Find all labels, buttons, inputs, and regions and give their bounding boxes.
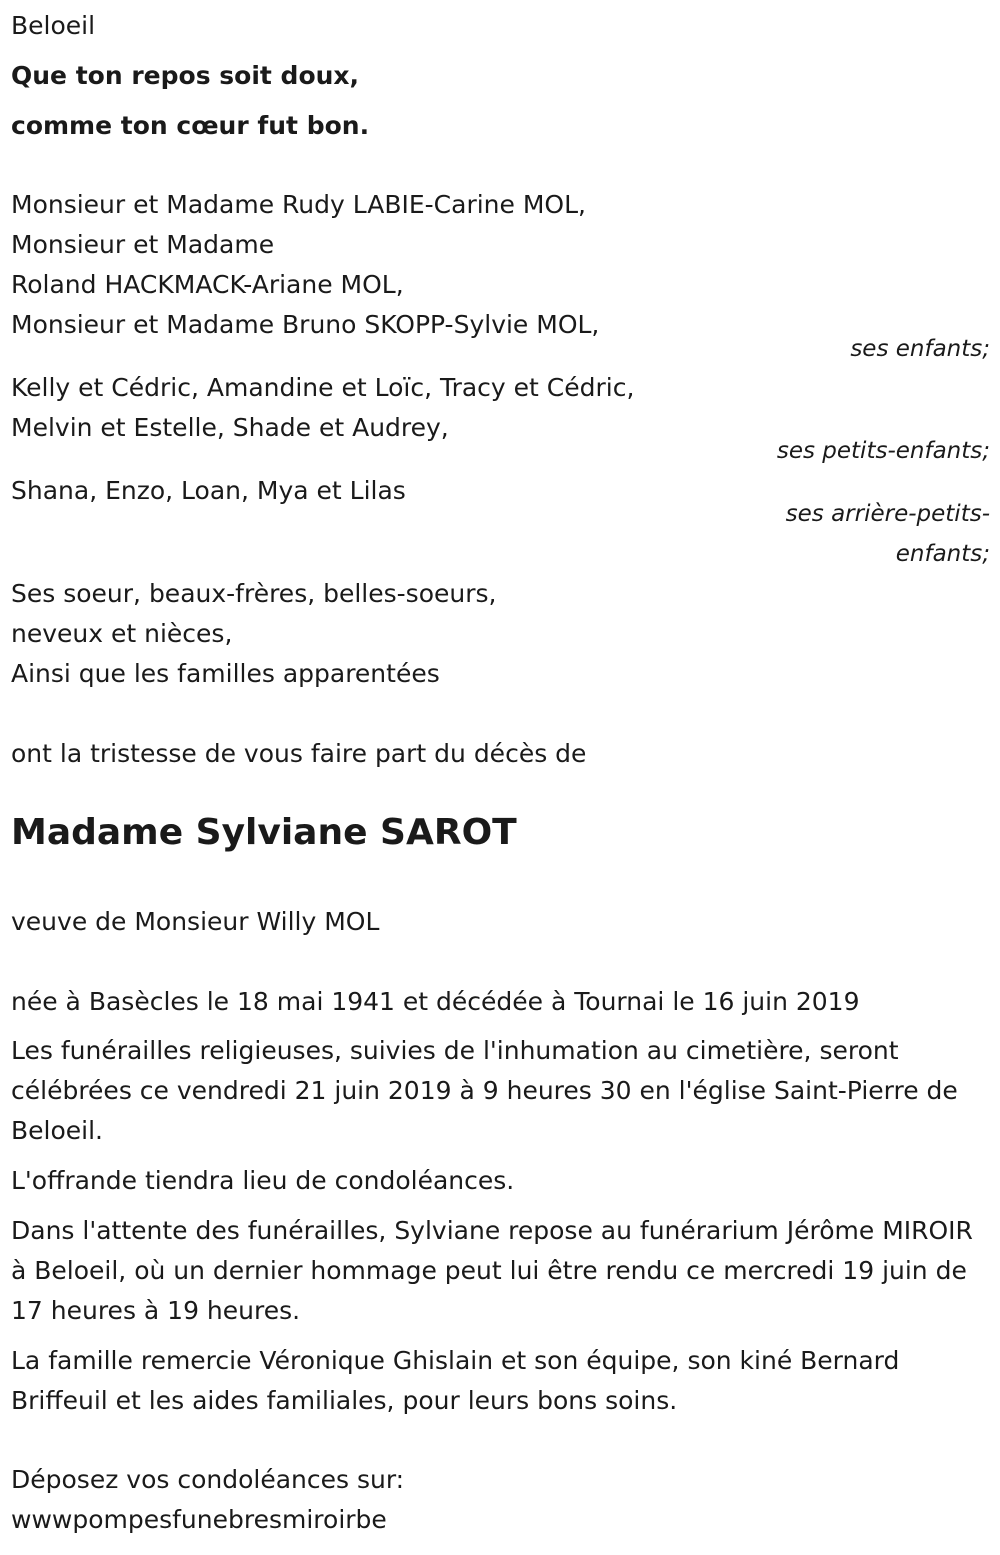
relatives-line: neveux et nièces, [11,619,233,648]
great-grandchildren-role-1: ses arrière-petits- [785,501,990,527]
deceased-name: Madame Sylviane SAROT [11,812,517,853]
condolences-website[interactable]: wwwpompesfunebresmiroirbe [11,1505,387,1534]
grandchildren-role: ses petits-enfants; [776,438,990,464]
town-name: Beloeil [11,11,96,40]
relatives-line: Ses soeur, beaux-frères, belles-soeurs, [11,579,497,608]
offering-paragraph: L'offrande tiendra lieu de condoléances. [11,1166,515,1195]
children-line: Monsieur et Madame Rudy LABIE-Carine MOL, [11,190,586,219]
grandchildren-line: Melvin et Estelle, Shade et Audrey, [11,413,449,442]
announcement-text: ont la tristesse de vous faire part du décès de [11,739,587,768]
motto-line-1: Que ton repos soit doux, [11,61,360,90]
thanks-paragraph: La famille remercie Véronique Ghislain et son équipe, son kiné Bernard Briffeuil et les aides familiales, pour leurs bons soins. [11,1346,900,1415]
great-grandchildren-line: Shana, Enzo, Loan, Mya et Lilas [11,476,406,505]
funeral-paragraph: Les funérailles religieuses, suivies de l'inhumation au cimetière, seront célébrées ce vendredi 21 juin 2019 à 9 heures 30 en l'église Saint-Pierre de Beloeil. [11,1036,958,1145]
birth-death-text: née à Basècles le 18 mai 1941 et décédée à Tournai le 16 juin 2019 [11,987,860,1016]
children-role: ses enfants; [850,336,990,362]
children-line: Monsieur et Madame Bruno SKOPP-Sylvie MOL, [11,310,600,339]
relatives-line: Ainsi que les familles apparentées [11,659,440,688]
grandchildren-line: Kelly et Cédric, Amandine et Loïc, Tracy et Cédric, [11,373,635,402]
children-line: Monsieur et Madame [11,230,275,259]
motto-line-2: comme ton cœur fut bon. [11,111,370,140]
condolences-label: Déposez vos condoléances sur: [11,1465,405,1494]
children-line: Roland HACKMACK-Ariane MOL, [11,270,404,299]
funerarium-paragraph: Dans l'attente des funérailles, Sylviane repose au funérarium Jérôme MIROIR à Beloeil, où un dernier hommage peut lui être rendu ce mercredi 19 juin de 17 heures à 19 heures. [11,1216,973,1325]
widow-of-text: veuve de Monsieur Willy MOL [11,907,380,936]
great-grandchildren-role-2: enfants; [895,541,990,567]
